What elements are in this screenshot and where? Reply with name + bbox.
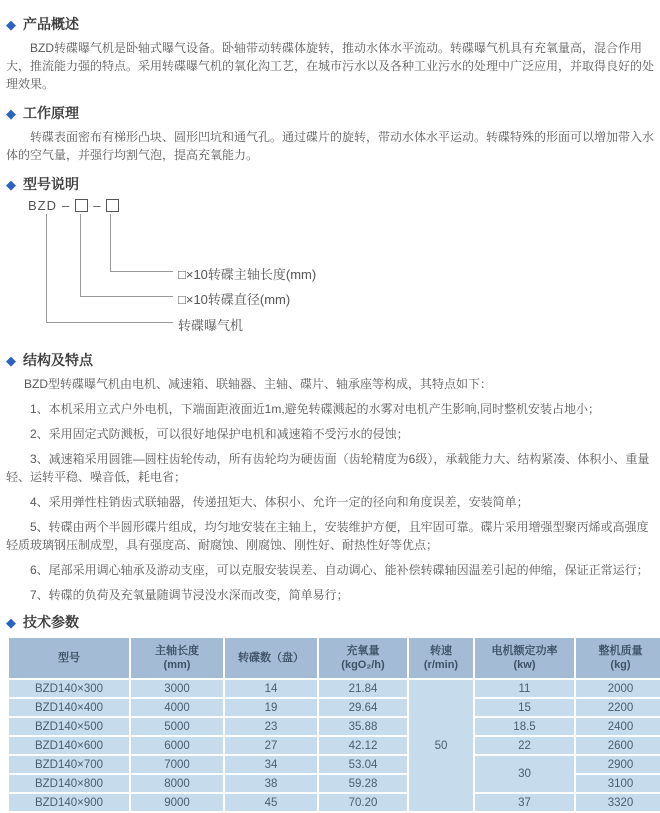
- table-cell: BZD140×400: [9, 699, 129, 716]
- table-cell: 15: [475, 699, 574, 716]
- table-row: [9, 718, 660, 735]
- feature-item: 5、转碟由两个半圆形碟片组成，均匀地安装在主轴上，安装维护方便，且牢固可靠。碟片采用增强型聚丙烯或高强度轻质玻璃钢压制成型，具有强度高、耐腐蚀、刚腐蚀、刚性好、耐热性好等优点；: [6, 520, 649, 552]
- table-cell: 34: [225, 756, 317, 773]
- table-cell: 9000: [131, 794, 223, 811]
- table-cell: 2400: [576, 718, 660, 735]
- table-row: [9, 756, 660, 773]
- table-cell: 45: [225, 794, 317, 811]
- feature-item: 3、减速箱采用圆锥—圆柱齿轮传动，所有齿轮均为硬齿面（齿轮精度为6级），承载能力大、结构紧凑、体积小、重量轻、运转平稳、噪音低，耗电省；: [6, 452, 650, 484]
- table-header-cell: 型号: [9, 638, 129, 678]
- table-cell: 4000: [131, 699, 223, 716]
- connector-line: [110, 214, 173, 272]
- table-row: [9, 699, 660, 716]
- table-cell: BZD140×500: [9, 718, 129, 735]
- table-header-row: [9, 638, 660, 678]
- table-cell: BZD140×600: [9, 737, 129, 754]
- specs-table: [7, 636, 660, 813]
- table-cell: 2600: [576, 737, 660, 754]
- table-cell: 53.04: [319, 756, 407, 773]
- table-cell: BZD140×800: [9, 775, 129, 792]
- table-cell: 35.88: [319, 718, 407, 735]
- table-cell: 23: [225, 718, 317, 735]
- diamond-bullet-icon: ◆: [6, 16, 16, 32]
- diagram-label-disc-diameter: □×10转碟直径(mm): [176, 289, 292, 308]
- table-cell: 3100: [576, 775, 660, 792]
- diamond-bullet-icon: ◆: [6, 105, 16, 121]
- table-header-cell: 电机额定功率 (kw): [475, 638, 574, 678]
- section-title: 技术参数: [23, 614, 79, 630]
- feature-item: 4、采用弹性柱销齿式联轴器，传递扭矩大、体积小、允许一定的径向和角度误差，安装简单；: [30, 495, 529, 509]
- table-cell: 19: [225, 699, 317, 716]
- table-cell: 14: [225, 680, 317, 697]
- overview-paragraph: BZD转碟曝气机是卧轴式曝气设备。卧轴带动转碟体旋转，推动水体水平流动。转碟曝气机具有充氧量高，混合作用大，推流能力强的特点。采用转碟曝气机的氧化沟工艺，在城市污水以及各种工业污水的处理中广泛应用，并取得良好的处理效果。: [6, 41, 655, 91]
- feature-item: 2、采用固定式防溅板，可以很好地保护电机和减速箱不受污水的侵蚀；: [30, 427, 409, 441]
- table-header-cell: 充氧量 (kgO₂/h): [319, 638, 407, 678]
- table-cell: 29.64: [319, 699, 407, 716]
- dash: –: [62, 198, 71, 213]
- table-cell: 7000: [131, 756, 223, 773]
- features-list: [6, 400, 654, 604]
- table-cell: 6000: [131, 737, 223, 754]
- table-cell: 2900: [576, 756, 660, 773]
- table-cell: 2200: [576, 699, 660, 716]
- table-cell: 11: [475, 680, 574, 697]
- section-heading-model: [6, 174, 654, 194]
- model-prefix: BZD: [28, 198, 57, 213]
- diamond-bullet-icon: ◆: [6, 352, 16, 368]
- section-heading-features: [6, 350, 654, 370]
- section-heading-overview: [6, 14, 654, 34]
- principle-paragraph: 转碟表面密布有梯形凸块、圆形凹坑和通气孔。通过碟片的旋转，带动水体水平运动。转碟特殊的形面可以增加带入水体的空气量，并强行均割气泡，提高充氧能力。: [6, 130, 655, 162]
- diamond-bullet-icon: ◆: [6, 176, 16, 192]
- feature-item: 6、尾部采用调心轴承及游动支座，可以克服安装误差、自动调心、能补偿转碟轴因温差引起的伸缩，保证正常运行；: [30, 563, 649, 577]
- table-cell: BZD140×900: [9, 794, 129, 811]
- section-title: 产品概述: [23, 16, 79, 32]
- section-heading-principle: [6, 103, 654, 123]
- table-cell: 30: [475, 756, 574, 792]
- table-header-cell: 转速 (r/min): [409, 638, 473, 678]
- table-cell: 27: [225, 737, 317, 754]
- table-cell: 22: [475, 737, 574, 754]
- table-cell: BZD140×300: [9, 680, 129, 697]
- section-title: 结构及特点: [23, 352, 93, 368]
- section-title: 工作原理: [23, 105, 79, 121]
- table-cell: 5000: [131, 718, 223, 735]
- dash: –: [93, 198, 102, 213]
- model-code-diagram: [6, 198, 654, 340]
- table-header-cell: 整机质量 (kg): [576, 638, 660, 678]
- table-cell: 59.28: [319, 775, 407, 792]
- feature-item: 7、转碟的负荷及充氧量随调节浸没水深而改变，简单易行；: [30, 588, 349, 602]
- table-row: [9, 680, 660, 697]
- table-cell: 2000: [576, 680, 660, 697]
- diamond-bullet-icon: ◆: [6, 614, 16, 630]
- table-header-cell: 主轴长度 (mm): [131, 638, 223, 678]
- table-cell: 3000: [131, 680, 223, 697]
- model-code: [28, 198, 119, 213]
- section-title: 型号说明: [23, 176, 79, 192]
- table-row: [9, 794, 660, 811]
- diagram-label-machine-name: 转碟曝气机: [176, 315, 245, 334]
- diagram-label-shaft-length: □×10转碟主轴长度(mm): [176, 264, 318, 283]
- table-cell: BZD140×700: [9, 756, 129, 773]
- table-cell: 3320: [576, 794, 660, 811]
- table-cell: 50: [409, 680, 473, 811]
- model-placeholder-box: [75, 199, 88, 212]
- features-intro: BZD型转碟曝气机由电机、减速箱、联轴器、主轴、碟片、轴承座等构成，其特点如下：: [24, 377, 493, 391]
- table-cell: 37: [475, 794, 574, 811]
- table-cell: 18.5: [475, 718, 574, 735]
- table-cell: 38: [225, 775, 317, 792]
- table-cell: 8000: [131, 775, 223, 792]
- table-row: [9, 737, 660, 754]
- model-placeholder-box: [106, 199, 119, 212]
- feature-item: 1、本机采用立式户外电机，下端面距液面近1m,避免转碟溅起的水雾对电机产生影响,同时整机安装占地小；: [30, 402, 601, 416]
- section-heading-specs: [6, 612, 654, 632]
- table-cell: 21.84: [319, 680, 407, 697]
- table-cell: 70.20: [319, 794, 407, 811]
- table-header-cell: 转碟数（盘）: [225, 638, 317, 678]
- table-cell: 42.12: [319, 737, 407, 754]
